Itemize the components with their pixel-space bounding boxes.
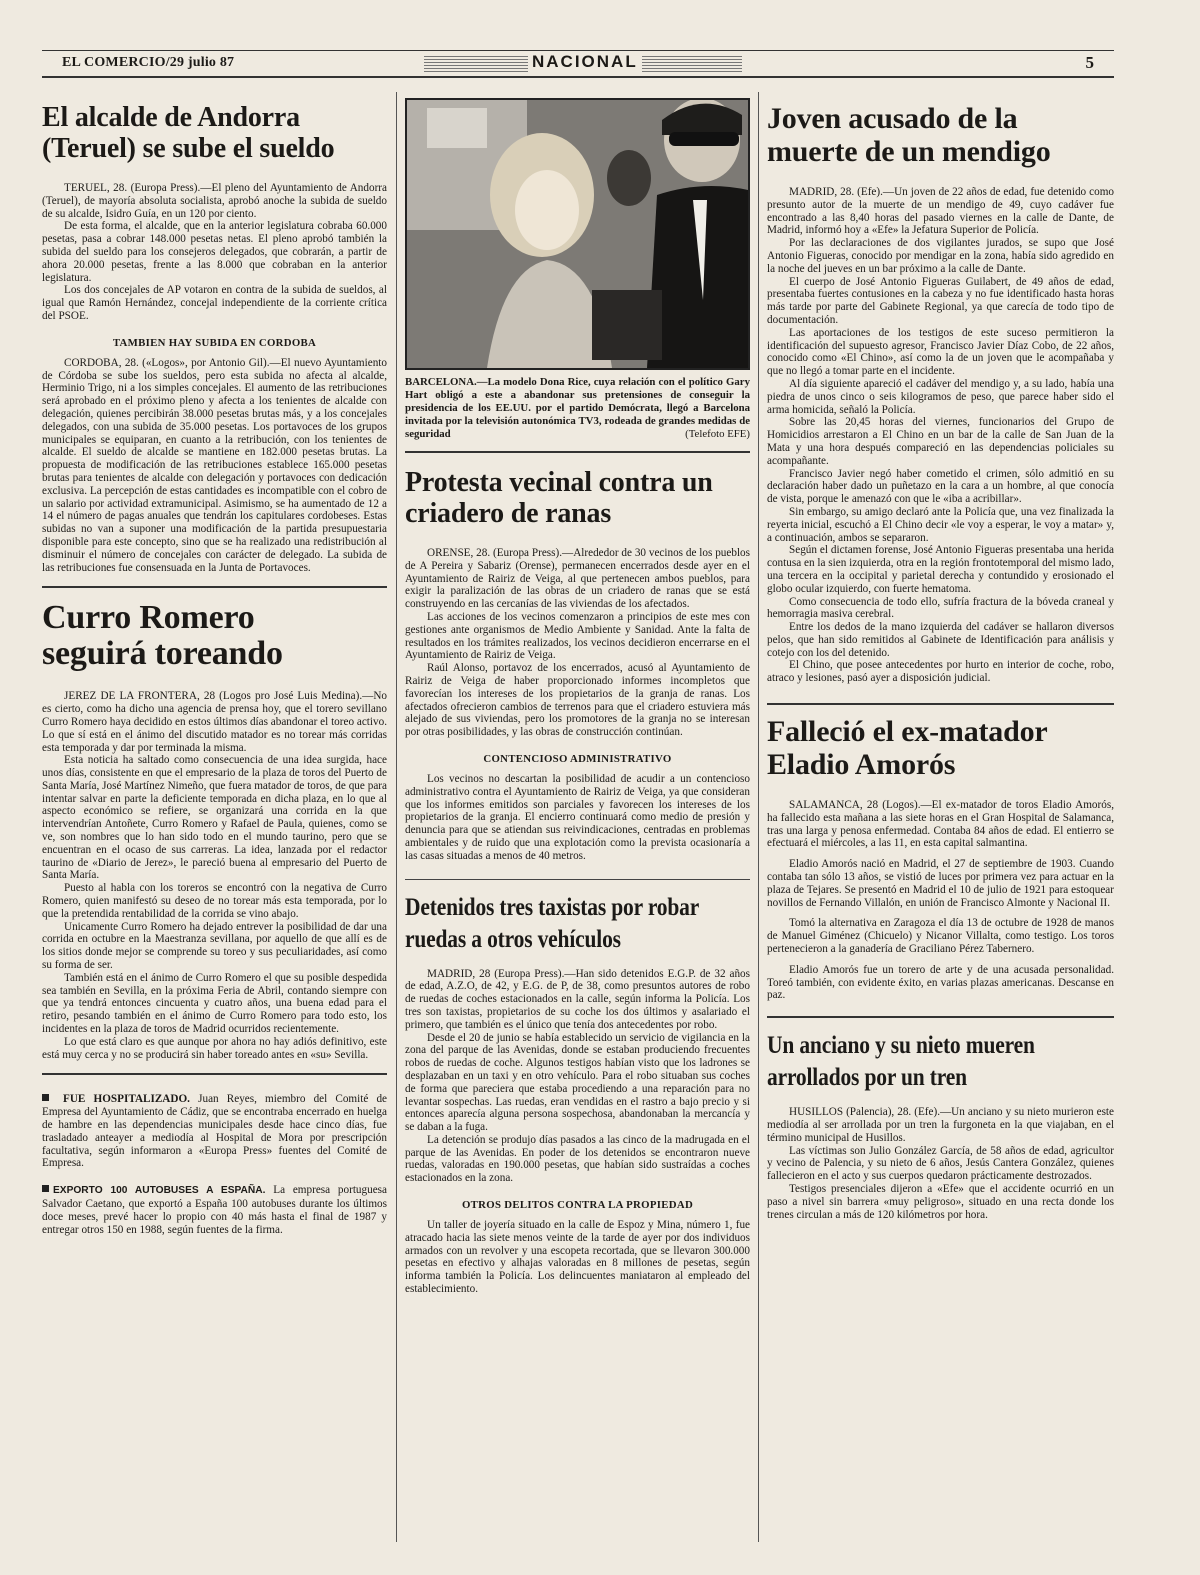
paragraph: Esta noticia ha saltado como consecuencia de una idea surgida, hace unos días, consistente en que el empresario de la plaza de toros del Puerto de Santa María, José Martínez Nimeño, que fuera matador de toros, de que para intentar salvar en parte la deficiente temporada en dicha plaza, en lo que al aspecto económico se refiere, se organizará una corrida en la que intervendrían Antoñete, Curro Romero y Rafael de Paula, quienes, como se ve, son nombres que lo han sido todo en el mundo taurino, pero que se encuentran en el ocaso de sus carreras. La idea, lanzada por el redactor taurino de «Diario de Jerez», le pareció buena al empresario del Puerto de Santa María. — [42, 754, 387, 882]
paragraph: La detención se produjo días pasados a las cinco de la madrugada en el parque de las Avenidas. En poder de los detenidos se encontraron nueve ruedas, valoradas en 190.000 pesetas, que habían sido sustraídas a coches estacionados en la zona. — [405, 1133, 750, 1185]
section-divider — [767, 1016, 1114, 1018]
page-number: 5 — [1085, 53, 1094, 72]
paragraph: Francisco Javier negó haber cometido el crimen, sólo admitió en su declaración haber dado un puñetazo en la cara a un hombre, al que conocía de vista, porque le amenazó con que le «iba a acribillar». — [767, 467, 1114, 506]
column-1 — [42, 92, 387, 1236]
bullet-square-icon — [42, 1094, 49, 1101]
news-photo-figure — [405, 98, 750, 441]
paragraph: Eladio Amorós nació en Madrid, el 27 de septiembre de 1903. Cuando contaba tan sólo 13 años, se vistió de luces por primera vez para actuar en la plaza de Tejares. Se presentó en Madrid el 10 de julio de 1921 para estoquear novillos de Fernando Villalón, en unión de Francisco Almonte y Nacional II. — [767, 858, 1114, 909]
article-mendigo — [767, 102, 1114, 685]
paragraph: ORENSE, 28. (Europa Press).—Alrededor de 30 vecinos de los pueblos de A Pereira y Sabariz (Orense), permanecen encerrados desde ayer en el Ayuntamiento de Rairiz de Veiga, al que pertenecen ambos pueblos, para exigir la paralización de las obras de un criadero de ranas que se está construyendo en las cercanías de las viviendas de los afectados. — [405, 547, 750, 611]
paragraph: Sobre las 20,45 horas del viernes, funcionarios del Grupo de Homicidios arrestaron a El Chino en un bar de la calle de San Juan de la Mata y una hora después compareció en las dependencias policiales su acompañante. — [767, 416, 1114, 467]
headline-mendigo: Joven acusado de la muerte de un mendigo — [767, 102, 1051, 168]
paragraph: Unicamente Curro Romero ha dejado entrever la posibilidad de dar una corrida en octubre en la Maestranza sevillana, por aquello de que allí es de los sitios donde mejor se comprende su toreo y sus peculiaridades, así como su forma de ser. — [42, 920, 387, 972]
paragraph: Eladio Amorós fue un torero de arte y de una acusada personalidad. Toreó también, con evidente éxito, en varias plazas americanas. Descanse en paz. — [767, 963, 1114, 1002]
paragraph: HUSILLOS (Palencia), 28. (Efe).—Un anciano y su nieto murieron este mediodía al ser arrollada por un tren la furgoneta en la que viajaban, en el término municipal de Husillos. — [767, 1106, 1114, 1144]
paragraph: Tomó la alternativa en Zaragoza el día 13 de octubre de 1928 de manos de Manuel Giménez (Chicuelo) y Nicanor Villalta, como testigo. Los toros pertenecieron a la ganadería de Graciliano Pérez Tabernero. — [767, 917, 1114, 956]
paragraph: Los vecinos no descartan la posibilidad de acudir a un contencioso administrativo contra el Ayuntamiento de Rairiz de Veiga, ya que consideran que los informes emitidos son parciales y favorecen los intereses de los propietarios de la granja. El encierro continuará como medio de presión y denuncia para que se atiendan sus reivindicaciones, centradas en problemas ambientales y de ruido que una explotación como la prevista ocasionaría a las casas situadas a menos de 40 metros. — [405, 772, 750, 862]
news-photo — [405, 98, 750, 370]
paragraph: De esta forma, el alcalde, que en la anterior legislatura cobraba 60.000 pesetas, pasa a cobrar 148.000 pesetas netas. El pleno aprobó también la subida del sueldo para los consejeros delegados, que cobrarán, a partir de ahora 20.000 pesetas, frente a las 8.000 que cobraban en la anterior legislatura. — [42, 220, 387, 284]
column-rule — [758, 92, 759, 1542]
paragraph: También está en el ánimo de Curro Romero el que su posible despedida sea también en Sevilla, en la próxima Feria de Abril, contando siempre con que ya tendrá entonces cincuenta y cuatro años, una buena edad para el retiro, pesando también en el ánimo de Curro Romero para todo esto, los incidentes en la plaza de toros de Madrid ocurridos recientemente. — [42, 971, 387, 1036]
masthead-bottom-rule — [42, 76, 1114, 78]
paragraph: Por las declaraciones de dos vigilantes jurados, se supo que José Antonio Figueras, conocido por mendigar en la zona, había sido agredido en la noche del jueves en un bar próximo a la calle de Dante. — [767, 237, 1114, 275]
section-divider — [42, 586, 387, 588]
paragraph: Las víctimas son Julio González García, de 58 años de edad, agricultor y vecino de Palencia, y su nieto de 6 años, Jesús Cantera González, quienes fallecieron en el acto y sus cuerpos quedaron prácticamente destrozados. — [767, 1144, 1114, 1183]
paragraph: El Chino, que posee antecedentes por hurto en interior de coche, robo, atraco y lesiones, pasó ayer a disposición judicial. — [767, 659, 1114, 685]
headline-tren: Un anciano y su nieto mueren arrollados por un tren — [767, 1032, 1035, 1092]
paragraph: Según el dictamen forense, José Antonio Figueras presentaba una herida contusa en la sien izquierda, otra en la región frontotemporal del mismo lado, una tercera en la occipital y parietal derecha y contundido y erosionado el globo ocular izquierdo, con fuerte hematoma. — [767, 544, 1114, 595]
brief-hospitalizado — [42, 1093, 387, 1170]
paragraph: MADRID, 28. (Efe).—Un joven de 22 años de edad, fue detenido como presunto autor de la muerte de un mendigo de 49, cuyo cadáver fue encontrado a las 8,40 horas del pasado viernes en la calle de Dante, de Madrid, informó hoy a «Efe» la Jefatura Superior de Policía. — [767, 186, 1114, 237]
headline-amoros: Falleció el ex-matador Eladio Amorós — [767, 715, 1047, 782]
brief-text: Juan Reyes, miembro del Comité de Empresa del Ayuntamiento de Cádiz, que se encontraba encerrado en huelga de hambre en las dependencias municipales desde hace cinco días, fue trasladado anteayer a mediodía al Hospital de Mora por prescripción facultativa, según informaron a «Europa Press» fuentes del Comité de Empresa. — [42, 1093, 388, 1170]
section-divider — [42, 1073, 387, 1075]
paper-date: EL COMERCIO/29 julio 87 — [62, 55, 235, 70]
photo-illustration — [407, 100, 748, 368]
article-curro-romero — [42, 600, 387, 1061]
paragraph: Las aportaciones de los testigos de este suceso permitieron la identificación del supuesto agresor, Francisco Javier Díaz Cobo, de 22 años, conocido como «El Chino», así como la de un joven que le acompañaba y que no llegó a tomar parte en el incidente. — [767, 326, 1114, 378]
masthead-top-rule — [42, 50, 1114, 51]
paragraph: Lo que está claro es que aunque por ahora no hay adiós definitivo, este está muy cerca y no se producirá sin haber toreado antes en «su» Sevilla. — [42, 1035, 387, 1061]
article-amoros — [767, 715, 1114, 1002]
paragraph: SALAMANCA, 28 (Logos).—El ex-matador de toros Eladio Amorós, ha fallecido esta mañana a las siete horas en el Gran Hospital de Salamanca, tras una larga y penosa enfermedad. Contaba 84 años de edad. El entierro se efectuará el miércoles, a las 11, en esta capital salmantina. — [767, 799, 1114, 850]
paragraph: Desde el 20 de junio se había establecido un servicio de vigilancia en la zona del parque de las Avenidas, donde se estaban produciendo frecuentes robos de ruedas de coche. Algunos testigos habían visto que los ladrones se desplazaban en un taxi y en otro vehículo. Para el robo situaban sus coches de forma que pareciera que estaba procediendo a una reparación para no levantar sospechas. Las ruedas, eran vendidas en el rastro a bajo precio y si entonces aparecía alguna persona sospechosa, abandonaban la mercancía y se daban a la fuga. — [405, 1031, 750, 1134]
section-divider — [405, 879, 750, 880]
paragraph: Puesto al habla con los toreros se encontró con la negativa de Curro Romero, quien manifestó su deseo de no torear más esta temporada, por lo que la pretendida rentabilidad de la corrida se vino abajo. — [42, 882, 387, 920]
subheading: TAMBIEN HAY SUBIDA EN CORDOBA — [112, 336, 317, 349]
paragraph: CORDOBA, 28. («Logos», por Antonio Gil).—El nuevo Ayuntamiento de Córdoba se sube los sueldos, pero esta subida no afecta al alcalde, Herminio Trigo, ni a los simples concejales. El aumento de las retribuciones será aprobado en el próximo pleno y afecta a los tenientes de alcalde con delegación, quienes percibirán 38.000 pesetas brutas más, y a los concejales delegados, con una subida de 35.000 pesetas. Los portavoces de los grupos municipales se equiparan, en cuanto a la retribución, con los tenientes de alcalde. El sueldo de alcalde se mantiene en 182.000 pesetas brutas. La propuesta de modificación de las retribuciones establece 165.000 pesetas brutas para tenientes de alcalde con delegación y portavoces con dedicación exclusiva. La percepción de estas cantidades es incompatible con el cobro de un salario por actividad extramunicipal. Asimismo, se ha aumentado de 12 a 14 el número de pagas anuales que tendrán los capitulares cordobeses. Estas subidas no van a suponer una modificación de la partida presupuestaria disponible para este concepto, sino que se ha realizado una redistribución al disminuir el número de concejales con carácter de delegado. La subida de las retribuciones fue consensuada en la Junta de Portavoces. — [42, 356, 387, 574]
brief-lead: FUE HOSPITALIZADO. — [63, 1093, 190, 1106]
article-taxistas — [405, 892, 750, 1296]
paragraph: El cuerpo de José Antonio Figueras Guilabert, de 49 años de edad, presentaba fuertes contusiones en la cabeza y no fue identificado hasta horas más tarde por parte del Gabinete Regional, ya que carecía de todo tipo de documentación. — [767, 275, 1114, 326]
masthead — [42, 50, 1114, 78]
headline-curro-romero: Curro Romero seguirá toreando — [42, 599, 283, 673]
brief-autobuses — [42, 1184, 387, 1236]
headline-taxistas: Detenidos tres taxistas por robar ruedas a otros vehículos — [405, 893, 699, 953]
brief-lead: EXPORTO 100 AUTOBUSES A ESPAÑA. — [53, 1185, 266, 1197]
column-2 — [405, 98, 750, 1296]
photo-credit: (Telefoto EFE) — [685, 428, 750, 440]
headline-andorra: El alcalde de Andorra (Teruel) se sube el sueldo — [42, 102, 335, 164]
paragraph: Los dos concejales de AP votaron en contra de la subida de sueldos, al igual que Ramón Hernández, concejal independiente de la corriente crítica del PSOE. — [42, 284, 387, 322]
photo-caption — [405, 376, 750, 441]
paragraph: TERUEL, 28. (Europa Press).—El pleno del Ayuntamiento de Andorra (Teruel), de mayoría absoluta socialista, aprobó anoche la subida de sueldo de su alcalde, Isidro Guía, en un 120 por ciento. — [42, 182, 387, 220]
subheading: CONTENCIOSO ADMINISTRATIVO — [483, 752, 672, 765]
section-divider — [767, 703, 1114, 705]
paragraph: JEREZ DE LA FRONTERA, 28 (Logos pro José Luis Medina).—No es cierto, como ha dicho una agencia de prensa hoy, que el torero sevillano Curro Romero haya decidido en estos últimos días abandonar el toreo activo. Lo que sí está en el ánimo del discutido matador es no torear más corridas esta temporada y dar por terminada la misma. — [42, 690, 387, 754]
subheading: OTROS DELITOS CONTRA LA PROPIEDAD — [461, 1199, 694, 1212]
paragraph: Al día siguiente apareció el cadáver del mendigo y, a su lado, había una piedra de unos cinco o seis kilogramos de peso, que parece haber sido el arma homicida, señaló la Policía. — [767, 377, 1114, 416]
bullet-square-icon — [42, 1185, 49, 1192]
caption-text: BARCELONA.—La modelo Dona Rice, cuya relación con el político Gary Hart obligó a este a abandonar sus pretensiones de conseguir la presidencia de los EE.UU. por el partido Demócrata, llegó a Barcelona invitada por la televisión autonómica TV3, rodeada de grandes medidas de seguridad — [405, 376, 750, 440]
article-tren — [767, 1030, 1114, 1221]
brief-text: La empresa portuguesa Salvador Caetano, que exportó a España 100 autobuses durante los últimos doce meses, prevé hacer lo propio con 40 más hasta el final de 1987 y entregar otros 150 en 1988, según fuentes de la firma. — [42, 1184, 387, 1236]
article-andorra — [42, 102, 387, 574]
section-title: NACIONAL — [528, 52, 642, 72]
section-divider — [405, 451, 750, 453]
headline-criadero-ranas: Protesta vecinal contra un criadero de ranas — [405, 467, 713, 529]
paragraph: MADRID, 28 (Europa Press).—Han sido detenidos E.G.P. de 32 años de edad, A.Z.O, de 42, y E.G. de P, de 38, como presuntos autores de robo de ruedas de coches estacionados en la calle, según informa la Policía. Los tres son taxistas, propietarios de su coche los dos últimos y asalariado el primero, que también es el único que tenía dos antecedentes por robo. — [405, 967, 750, 1031]
paragraph: Como consecuencia de todo ello, sufría fractura de la bóveda craneal y hemorragia masiva cerebral. — [767, 595, 1114, 621]
column-rule — [396, 92, 397, 1542]
article-criadero-ranas — [405, 467, 750, 863]
paragraph: Un taller de joyería situado en la calle de Espoz y Mina, número 1, fue atracado hacia las siete menos veinte de la tarde de ayer por dos individuos armados con un revolver y una escopeta recortada, que se llevaron 300.000 pesetas en efectivo y alhajas valoradas en 8 millones de pesetas, según informa también la Policía. Los delincuentes maniataron al empleado del establecimiento. — [405, 1219, 750, 1296]
column-3 — [767, 92, 1114, 1221]
paragraph: Las acciones de los vecinos comenzaron a principios de este mes con gestiones ante organismos de Medio Ambiente y Sanidad. Ante la falta de resultados en los trámites realizados, los vecinos decidieron encerrarse en el Ayuntamiento de Rairiz de Veiga. — [405, 610, 750, 662]
paragraph: Testigos presenciales dijeron a «Efe» que el accidente ocurrió en un paso a nivel sin barrera «muy peligroso», situado en una recta donde los trenes circulan a más de 120 kilómetros por hora. — [767, 1183, 1114, 1221]
paragraph: Raúl Alonso, portavoz de los encerrados, acusó al Ayuntamiento de Rairiz de Veiga de haber proporcionado informes incompletos que favorecían los intereses de los propietarios de la granja de ranas. Los afectados ofrecieron cambios de terrenos para que el criadero estuviera más alejado de sus viviendas, pero los promotores de la granja no se interesan por otras posibilidades, y las obras de construcción continúan. — [405, 662, 750, 739]
paragraph: Entre los dedos de la mano izquierda del cadáver se hallaron diversos pelos, que han sido remitidos al Gabinete de Identificación para análisis y cotejo con los del detenido. — [767, 621, 1114, 659]
paragraph: Sin embargo, su amigo declaró ante la Policía que, una vez finalizada la reyerta inicial, escuchó a El Chino decir «le voy a esperar, le voy a matar» y, a continuación, ambos se separaron. — [767, 505, 1114, 544]
